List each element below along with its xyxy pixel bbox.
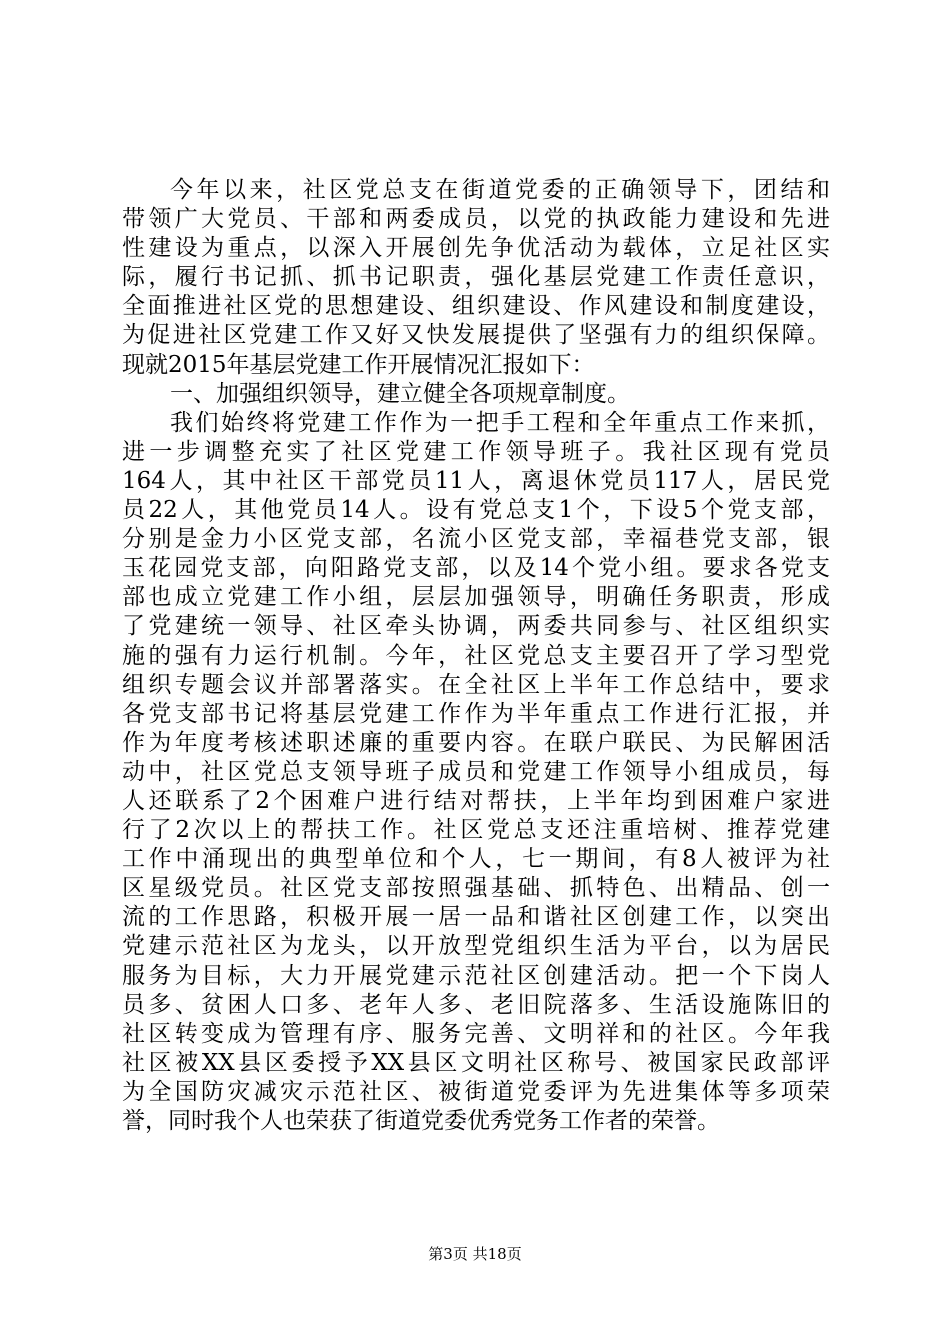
text-line: 分别是金力小区党支部，名流小区党支部，幸福巷党支部，银 bbox=[122, 526, 830, 553]
paragraph bbox=[122, 409, 830, 1136]
text-line: 社区被XX县区委授予XX县区文明社区称号、被国家民政部评 bbox=[122, 1049, 830, 1076]
text-line: 为全国防灾减灾示范社区、被街道党委评为先进集体等多项荣 bbox=[122, 1078, 830, 1105]
text-line: 进一步调整充实了社区党建工作领导班子。我社区现有党员 bbox=[122, 438, 830, 465]
text-line: 全面推进社区党的思想建设、组织建设、作风建设和制度建设， bbox=[122, 293, 830, 320]
text-line: 我们始终将党建工作作为一把手工程和全年重点工作来抓， bbox=[170, 409, 830, 436]
text-line: 164人，其中社区干部党员11人，离退休党员117人，居民党 bbox=[122, 467, 830, 494]
text-line: 现就2015年基层党建工作开展情况汇报如下： bbox=[122, 351, 595, 378]
text-line: 为促进社区党建工作又好又快发展提供了坚强有力的组织保障。 bbox=[122, 322, 830, 349]
text-line: 带领广大党员、干部和两委成员，以党的执政能力建设和先进 bbox=[122, 206, 830, 233]
text-line: 服务为目标，大力开展党建示范社区创建活动。把一个下岗人 bbox=[122, 962, 830, 989]
text-line: 社区转变成为管理有序、服务完善、文明祥和的社区。今年我 bbox=[122, 1020, 830, 1047]
text-line: 动中，社区党总支领导班子成员和党建工作领导小组成员，每 bbox=[122, 758, 830, 785]
text-line: 际，履行书记抓、抓书记职责，强化基层党建工作责任意识， bbox=[122, 264, 830, 291]
text-line: 了党建统一领导、社区牵头协调，两委共同参与、社区组织实 bbox=[122, 613, 830, 640]
text-line: 区星级党员。社区党支部按照强基础、抓特色、出精品、创一 bbox=[122, 875, 830, 902]
text-line: 行了2次以上的帮扶工作。社区党总支还注重培树、推荐党建 bbox=[122, 817, 830, 844]
text-line: 流的工作思路，积极开展一居一品和谐社区创建工作，以突出 bbox=[122, 904, 830, 931]
text-line: 作为年度考核述职述廉的重要内容。在联户联民、为民解困活 bbox=[122, 729, 830, 756]
paragraph bbox=[122, 380, 830, 409]
text-line: 誉，同时我个人也荣获了街道党委优秀党务工作者的荣誉。 bbox=[122, 1108, 720, 1134]
document-body bbox=[122, 176, 830, 1136]
text-line: 性建设为重点，以深入开展创先争优活动为载体，立足社区实 bbox=[122, 235, 830, 262]
text-line: 今年以来，社区党总支在街道党委的正确领导下，团结和 bbox=[170, 177, 830, 203]
text-line: 员22人，其他党员14人。设有党总支1个，下设5个党支部， bbox=[122, 497, 830, 524]
paragraph bbox=[122, 176, 830, 380]
text-line: 员多、贫困人口多、老年人多、老旧院落多、生活设施陈旧的 bbox=[122, 991, 830, 1018]
text-line: 人还联系了2个困难户进行结对帮扶，上半年均到困难户家进 bbox=[122, 787, 830, 814]
text-line: 玉花园党支部，向阳路党支部，以及14个党小组。要求各党支 bbox=[122, 555, 830, 582]
text-line: 组织专题会议并部署落实。在全社区上半年工作总结中，要求 bbox=[122, 671, 830, 698]
text-line: 一、加强组织领导，建立健全各项规章制度。 bbox=[170, 380, 630, 407]
text-line: 部也成立党建工作小组，层层加强领导，明确任务职责，形成 bbox=[122, 584, 830, 611]
text-line: 工作中涌现出的典型单位和个人，七一期间，有8人被评为社 bbox=[122, 846, 830, 873]
text-line: 党建示范社区为龙头，以开放型党组织生活为平台，以为居民 bbox=[122, 933, 830, 960]
text-line: 施的强有力运行机制。今年，社区党总支主要召开了学习型党 bbox=[122, 642, 830, 669]
page-footer: 第3页 共18页 bbox=[428, 1245, 522, 1263]
text-line: 各党支部书记将基层党建工作作为半年重点工作进行汇报，并 bbox=[122, 700, 830, 727]
